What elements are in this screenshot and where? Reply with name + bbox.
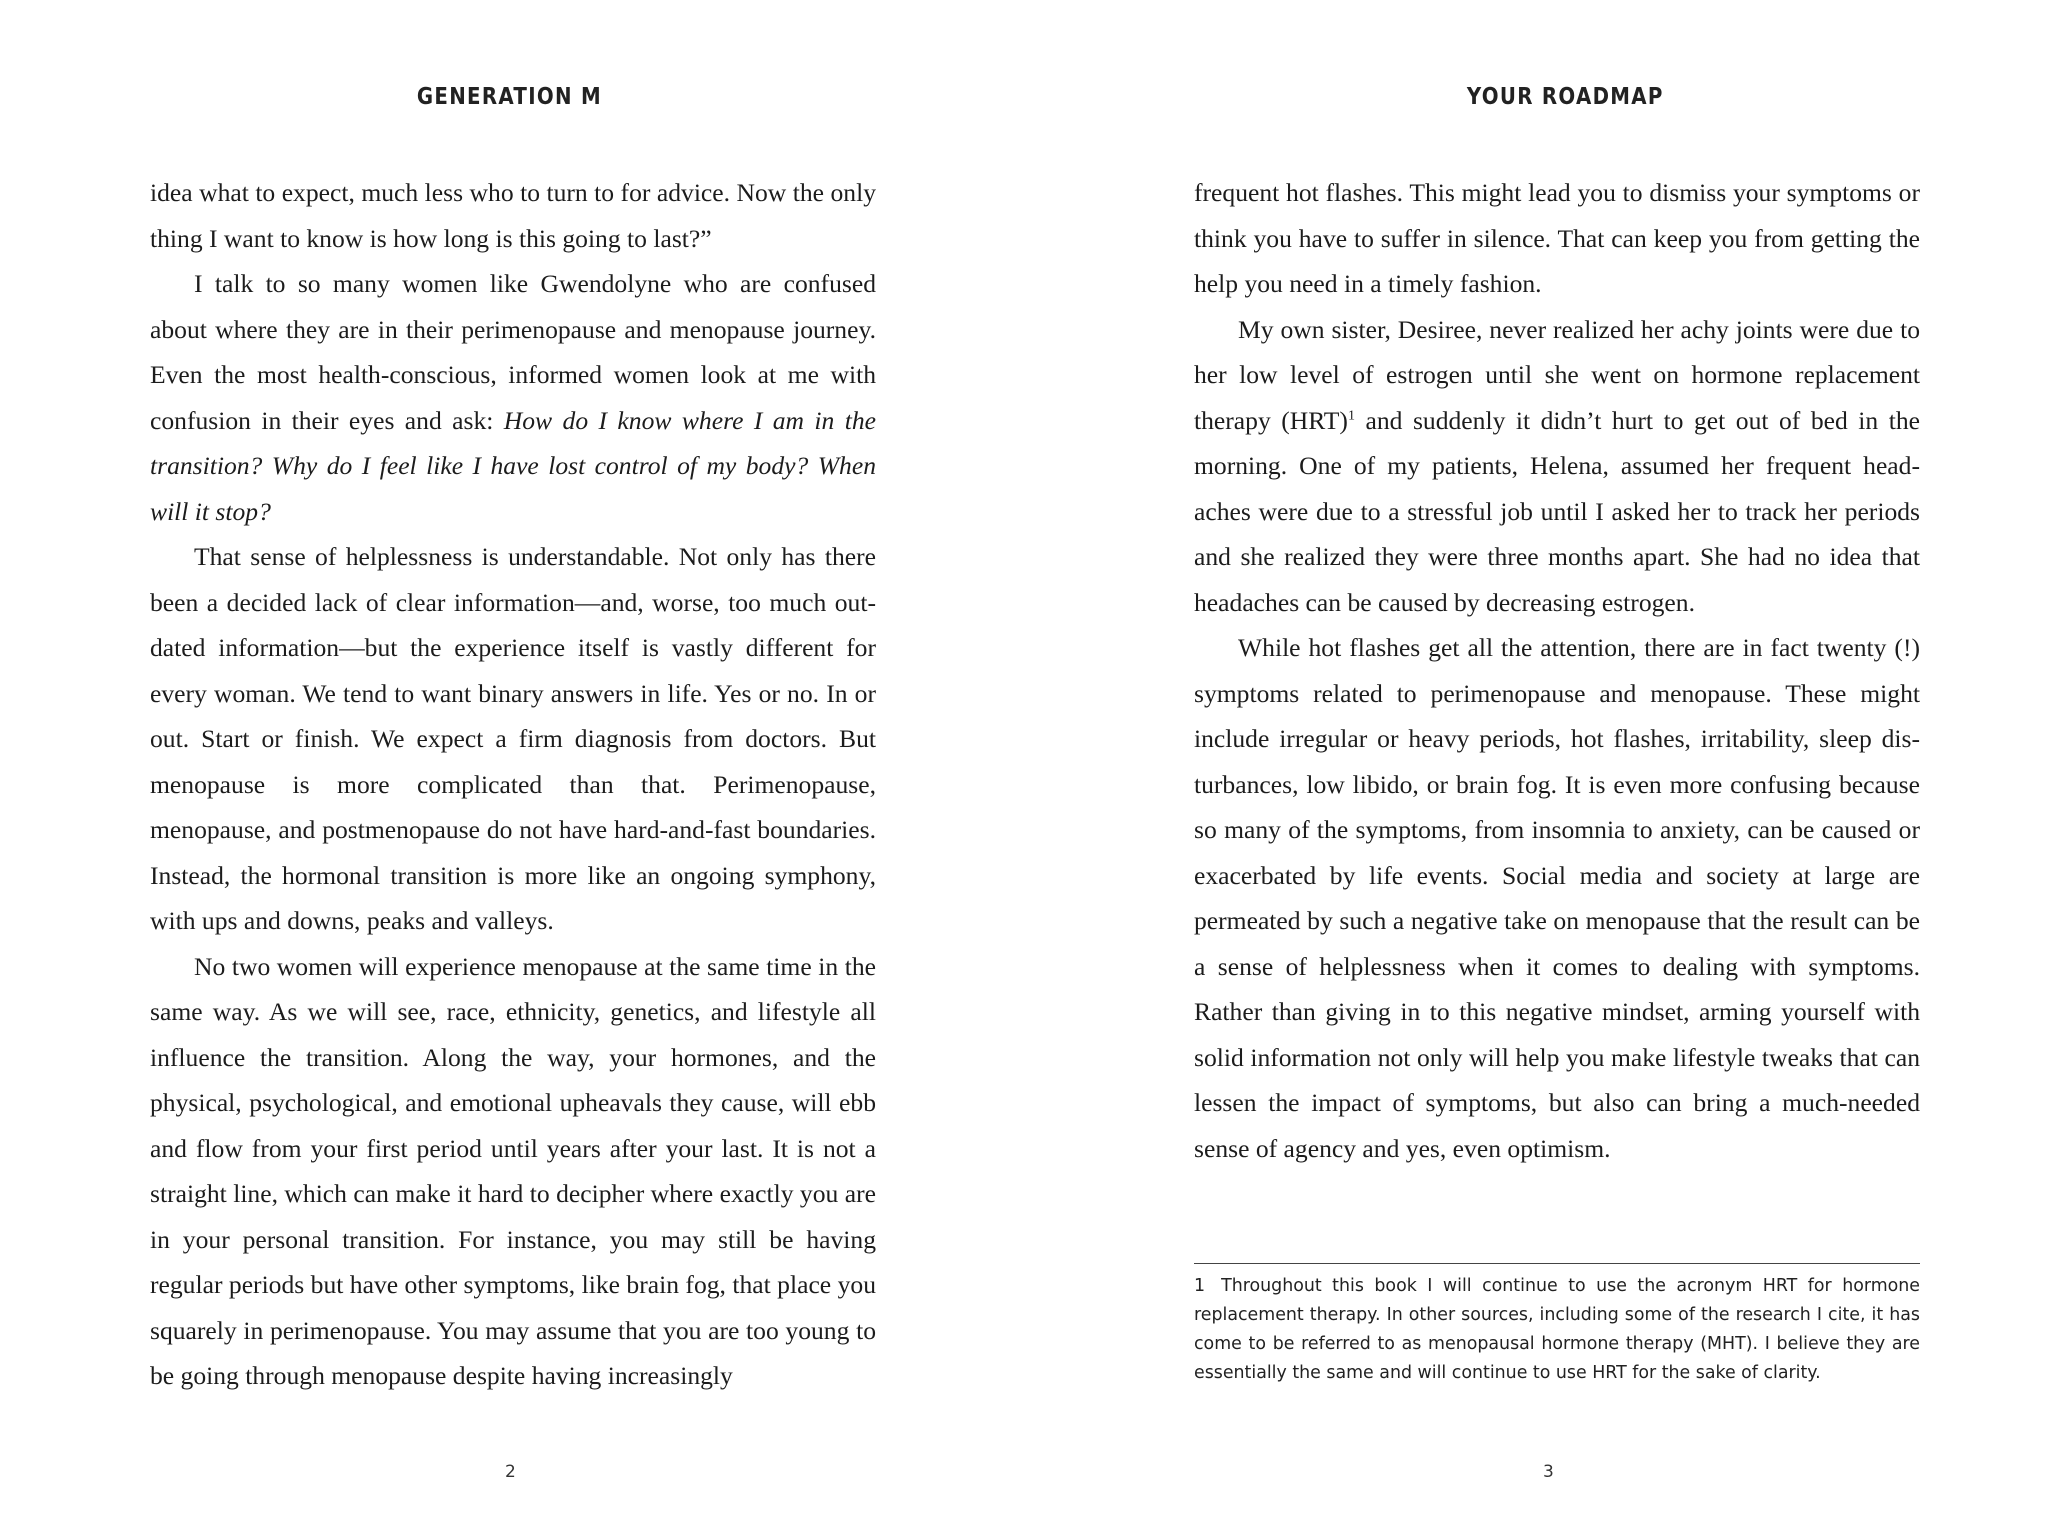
- footnote-reference[interactable]: 1: [1347, 407, 1355, 423]
- paragraph: No two women will experience menopause at the same time in the same way. As we will see, race, ethnicity, genetics, and lifestyle all influence the transition. Along the way, your hormones, and the physical, psychological, and emotional upheavals they cause, will ebb and flow from your first period until years after your last. It is not a straight line, which can make it hard to decipher where exactly you are in your personal transition. For instance, you may still be having regular periods but have other symptoms, like brain fog, that place you squarely in perimenopause. You may assume that you are too young to be going through menopause despite having increasingly: [150, 951, 876, 1390]
- footnote-text: Throughout this book I will continue to use the acronym HRT for hormone replacement therapy. In other sources, including some of the research I cite, it has come to be referred to as menopausal hormone therapy (MHT). I believe they are essentially the same and will continue to use HRT for the sake of clarity.: [1194, 1276, 1920, 1383]
- page-number-left: 2: [505, 1462, 516, 1482]
- footnote-divider: [1194, 1263, 1920, 1264]
- page-number-right: 3: [1543, 1462, 1554, 1482]
- italic-question-text: How do I know where I am in the transition? Why do I feel like I have lost control of my body? When will it stop?: [150, 405, 876, 526]
- running-head-right-text: YOUR ROADMAP: [1466, 84, 1664, 110]
- paragraph: While hot flashes get all the attention, there are in fact twenty (!) symptoms related to perimenopause and menopause. These might include irregular or heavy periods, hot flashes, irritability, sleep dis-turbances, low libido, or brain fog. It is even more confusing because so many of the symptoms, from insomnia to anxiety, can be caused or exacerbated by life events. Social media and society at large are permeated by such a negative take on menopause that the result can be a sense of helplessness when it comes to dealing with symptoms. Rather than giving in to this negative mindset, arming yourself with solid information not only will help you make lifestyle tweaks that can lessen the impact of symptoms, but also can bring a much-needed sense of agency and yes, even optimism.: [1194, 633, 1920, 1163]
- right-page-body: [1194, 170, 1920, 1171]
- right-page: [1024, 0, 2048, 1536]
- paragraph-text: I talk to so many women like Gwendolyne who are confused about where they are in their perimenopause and menopause journey. Even the most health-conscious, informed women look at me with confusion in their eyes and ask:: [150, 269, 876, 435]
- footnote-number: 1: [1194, 1276, 1206, 1296]
- footnote: [1194, 1272, 1920, 1388]
- running-head-left-text: GENERATION M: [416, 84, 602, 110]
- paragraph: idea what to expect, much less who to turn to for advice. Now the only thing I want to know is how long is this going to last?”: [150, 178, 876, 253]
- running-head-right: [1096, 84, 1977, 110]
- paragraph-text: and suddenly it didn’t hurt to get out of bed in the morning. One of my patients, Helena, assumed her frequent head-aches were due to a stressful job until I asked her to track her periods and she realized they were three months apart. She had no idea that headaches can be caused by decreasing estrogen.: [1194, 405, 1920, 617]
- left-page-body: [150, 170, 876, 1399]
- paragraph-text: My own sister, Desiree, never realized her achy joints were due to her low level of estrogen until she went on hormone replacement therapy (HRT): [1194, 314, 1920, 435]
- paragraph: frequent hot flashes. This might lead you to dismiss your symptoms or think you have to suffer in silence. That can keep you from getting the help you need in a timely fashion.: [1194, 178, 1920, 298]
- paragraph: That sense of helplessness is understandable. Not only has there been a decided lack of clear information—and, worse, too much out-dated information—but the experience itself is vastly different for every woman. We tend to want binary answers in life. Yes or no. In or out. Start or finish. We expect a firm diagnosis from doctors. But menopause is more complicated than that. Perimenopause, menopause, and postmenopause do not have hard-and-fast boundaries. Instead, the hormonal transition is more like an ongoing symphony, with ups and downs, peaks and valleys.: [150, 542, 876, 935]
- paragraph: [150, 261, 876, 534]
- paragraph: [1194, 307, 1920, 626]
- running-head-left: [72, 84, 953, 110]
